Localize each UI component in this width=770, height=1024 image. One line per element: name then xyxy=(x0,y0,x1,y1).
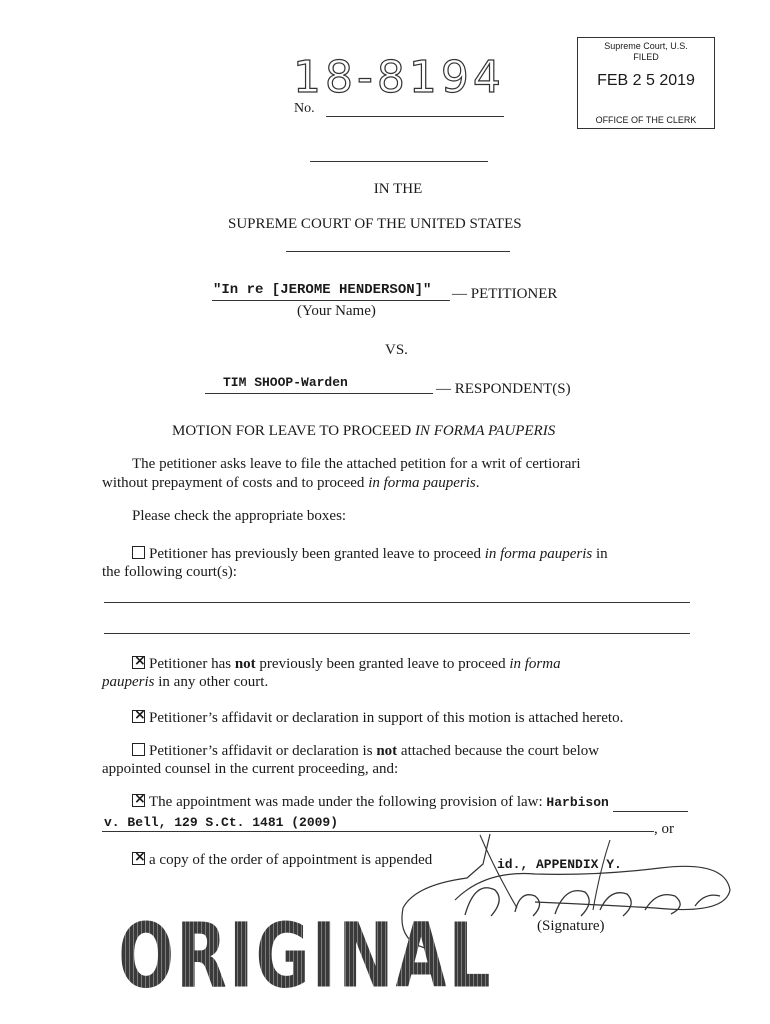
court-name: SUPREME COURT OF THE UNITED STATES xyxy=(228,216,522,232)
provision-or: , or xyxy=(654,821,674,837)
stamp-status: FILED xyxy=(633,52,659,62)
respondent-underline xyxy=(205,393,433,394)
petitioner-role: — PETITIONER xyxy=(452,286,558,302)
checkbox-appointment-provision[interactable] xyxy=(132,794,145,807)
original-stamp: ORIGINAL xyxy=(118,904,493,1008)
docket-no-label: No. xyxy=(294,101,315,116)
option-affidavit-not-attached: Petitioner’s affidavit or declaration is not attached because the court below xyxy=(132,742,599,761)
checkbox-prior-ifp[interactable] xyxy=(132,546,145,559)
checkbox-affidavit-not-attached[interactable] xyxy=(132,743,145,756)
filed-stamp xyxy=(577,37,715,129)
respondent-name: TIM SHOOP-Warden xyxy=(223,375,348,390)
stamp-office: OFFICE OF THE CLERK xyxy=(595,115,697,125)
option-order-appended: ×a copy of the order of appointment is appended xyxy=(132,851,432,870)
signature-caption: (Signature) xyxy=(537,918,605,934)
court-blank-line-2 xyxy=(104,633,690,634)
option-prior-ifp-cont: the following court(s): xyxy=(102,564,237,580)
stamp-date: FEB 2 5 2019 xyxy=(597,72,695,89)
petitioner-name: "In re [JEROME HENDERSON]" xyxy=(213,282,432,298)
option-no-prior-ifp: ×Petitioner has not previously been granted leave to proceed in forma xyxy=(132,655,561,674)
intro-line-1: The petitioner asks leave to file the attached petition for a writ of certiorari xyxy=(132,456,581,472)
option-affidavit-attached: ×Petitioner’s affidavit or declaration in support of this motion is attached hereto. xyxy=(132,709,623,728)
court-blank-line-1 xyxy=(104,602,690,603)
versus-label: VS. xyxy=(385,342,408,358)
your-name-caption: (Your Name) xyxy=(297,303,376,319)
checkbox-affidavit-attached[interactable] xyxy=(132,710,145,723)
heading-rule-bottom xyxy=(286,251,510,252)
stamp-court: Supreme Court, U.S. xyxy=(604,41,688,51)
option-no-prior-ifp-cont: pauperis in any other court. xyxy=(102,674,269,690)
check-prompt: Please check the appropriate boxes: xyxy=(132,508,347,524)
petitioner-underline xyxy=(212,300,450,301)
docket-number: 18-8194 xyxy=(293,52,505,103)
option-appointment-provision: ×The appointment was made under the following provision of law: Harbison xyxy=(132,793,609,812)
provision-citation: v. Bell, 129 S.Ct. 1481 (2009) xyxy=(104,815,339,830)
option-prior-ifp: Petitioner has previously been granted leave to proceed in forma pauperis in xyxy=(132,545,608,564)
checkbox-no-prior-ifp[interactable] xyxy=(132,656,145,669)
heading-rule-top xyxy=(310,161,488,162)
intro-line-2: without prepayment of costs and to proceed in forma pauperis. xyxy=(102,475,480,491)
provision-underline-1 xyxy=(613,811,688,812)
appendix-reference: id., APPENDIX Y. xyxy=(497,857,622,872)
in-the-heading: IN THE xyxy=(373,181,423,197)
motion-title: MOTION FOR LEAVE TO PROCEED IN FORMA PAUPERIS xyxy=(172,423,556,439)
option-affidavit-not-attached-cont: appointed counsel in the current proceeding, and: xyxy=(102,761,399,777)
docket-underline xyxy=(326,116,504,117)
respondent-role: — RESPONDENT(S) xyxy=(436,381,571,397)
checkbox-order-appended[interactable] xyxy=(132,852,145,865)
